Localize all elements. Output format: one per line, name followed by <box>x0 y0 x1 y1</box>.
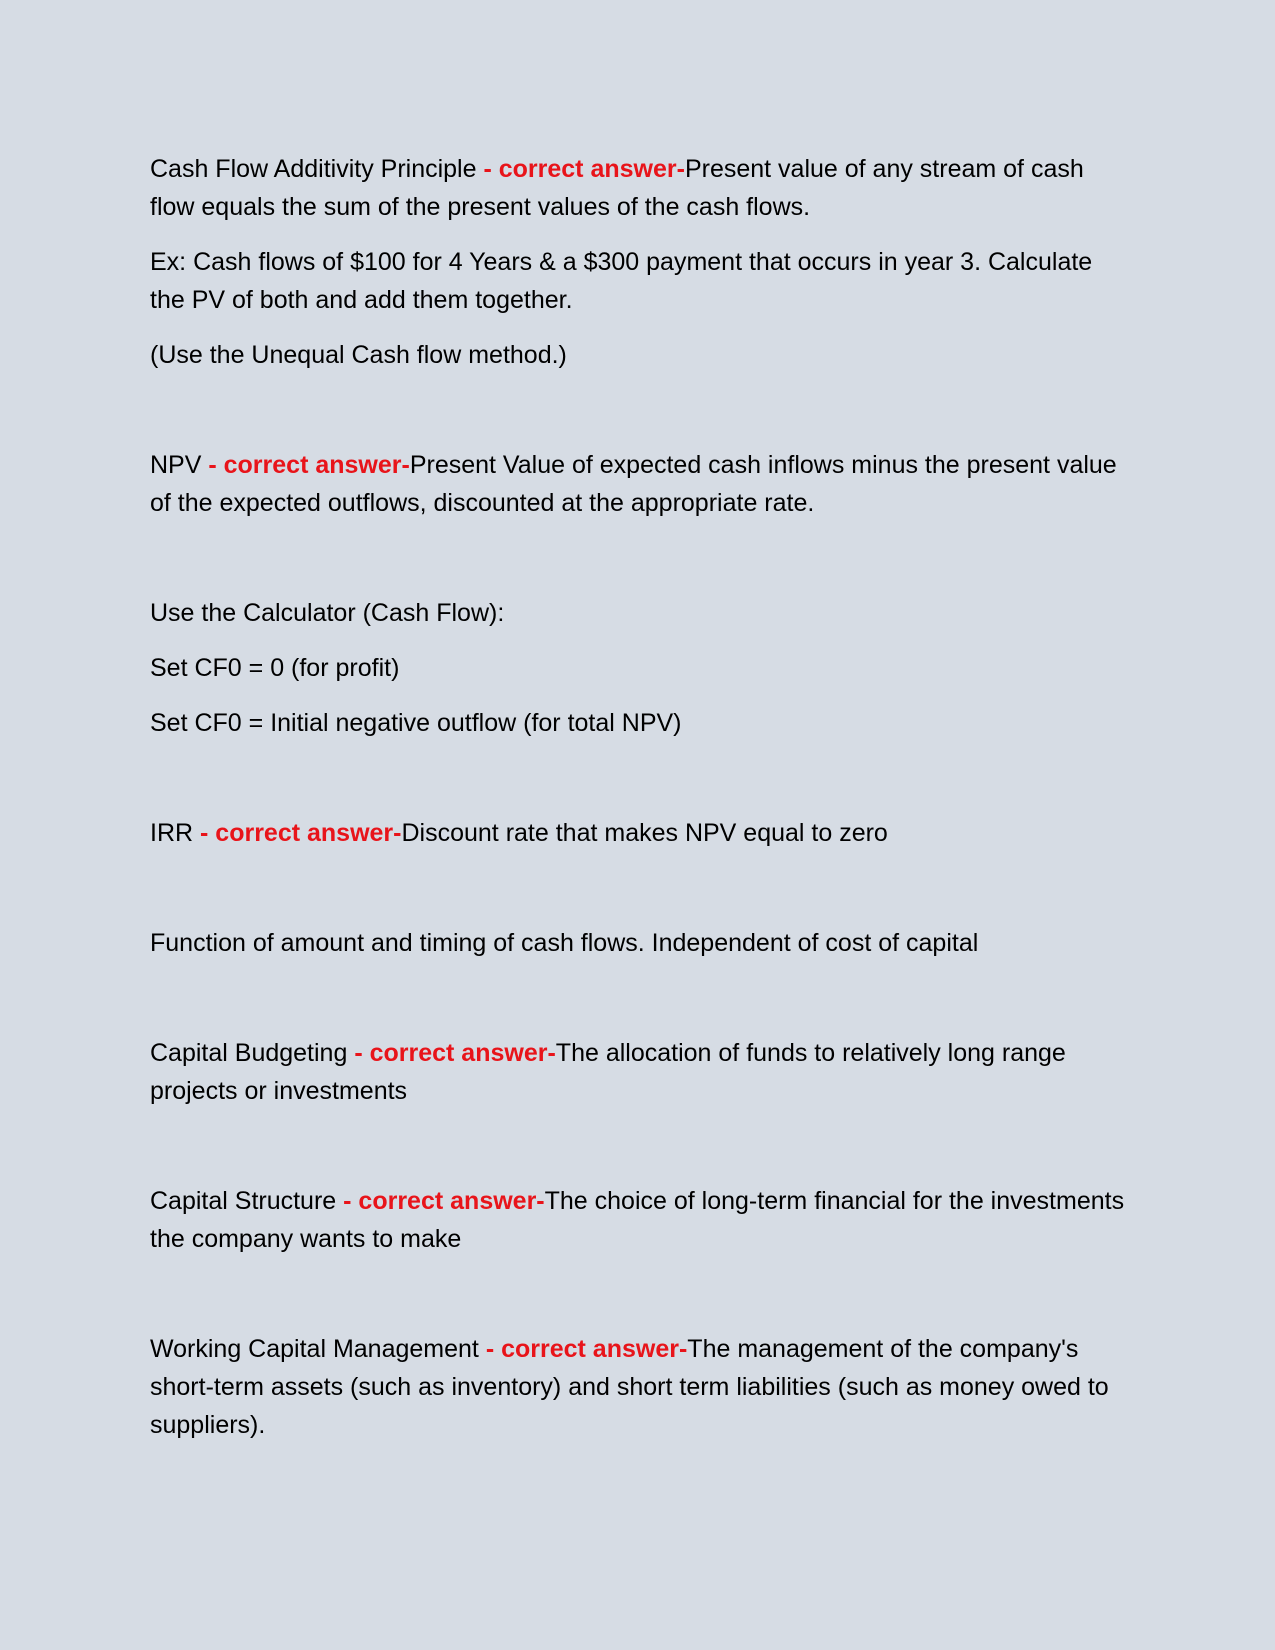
term: Cash Flow Additivity Principle <box>150 155 477 183</box>
note: Set CF0 = Initial negative outflow (for total NPV) <box>150 709 682 737</box>
card-npv <box>150 446 1125 522</box>
correct-answer-marker: - correct answer- <box>485 1335 688 1363</box>
term: Capital Structure <box>150 1187 337 1215</box>
correct-answer-marker: - correct answer- <box>354 1039 556 1067</box>
note: Use the Calculator (Cash Flow): <box>150 599 505 627</box>
card-capital-budgeting <box>150 1034 1125 1110</box>
definition: Present Value of expected cash inflows minus the present value of the expected outflows, discounted at the appropriate rate. <box>150 451 1117 517</box>
correct-answer-marker: - correct answer- <box>483 155 685 183</box>
term: Working Capital Management <box>150 1335 479 1363</box>
definition: Present value of any stream of cash flow equals the sum of the present values of the cash flows. <box>150 155 1084 221</box>
term: NPV <box>150 451 202 479</box>
spacer <box>150 979 1125 1034</box>
spacer <box>150 391 1125 446</box>
term: Capital Budgeting <box>150 1039 348 1067</box>
note: Set CF0 = 0 (for profit) <box>150 654 400 682</box>
term: IRR <box>150 819 194 847</box>
card-irr <box>150 814 1125 852</box>
note: Function of amount and timing of cash flows. Independent of cost of capital <box>150 929 979 957</box>
card-cash-flow-additivity <box>150 150 1125 226</box>
correct-answer-marker: - correct answer- <box>343 1187 545 1215</box>
note: (Use the Unequal Cash flow method.) <box>150 341 567 369</box>
spacer <box>150 1127 1125 1182</box>
spacer <box>150 1275 1125 1330</box>
definition: The allocation of funds to relatively long range projects or investments <box>150 1039 1066 1105</box>
card-working-capital-management <box>150 1330 1125 1444</box>
correct-answer-marker: - correct answer- <box>200 819 402 847</box>
spacer <box>150 539 1125 594</box>
spacer <box>150 759 1125 814</box>
definition: The choice of long-term financial for the investments the company wants to make <box>150 1187 1125 1253</box>
definition: The management of the company's short-term assets (such as inventory) and short term liabilities (such as money owed to suppliers). <box>150 1335 1109 1439</box>
definition: Discount rate that makes NPV equal to zero <box>401 819 888 847</box>
correct-answer-marker: - correct answer- <box>208 451 410 479</box>
card-capital-structure <box>150 1182 1125 1258</box>
spacer <box>150 869 1125 924</box>
note: Ex: Cash flows of $100 for 4 Years & a $300 payment that occurs in year 3. Calculate the PV of both and add them together. <box>150 248 1093 314</box>
